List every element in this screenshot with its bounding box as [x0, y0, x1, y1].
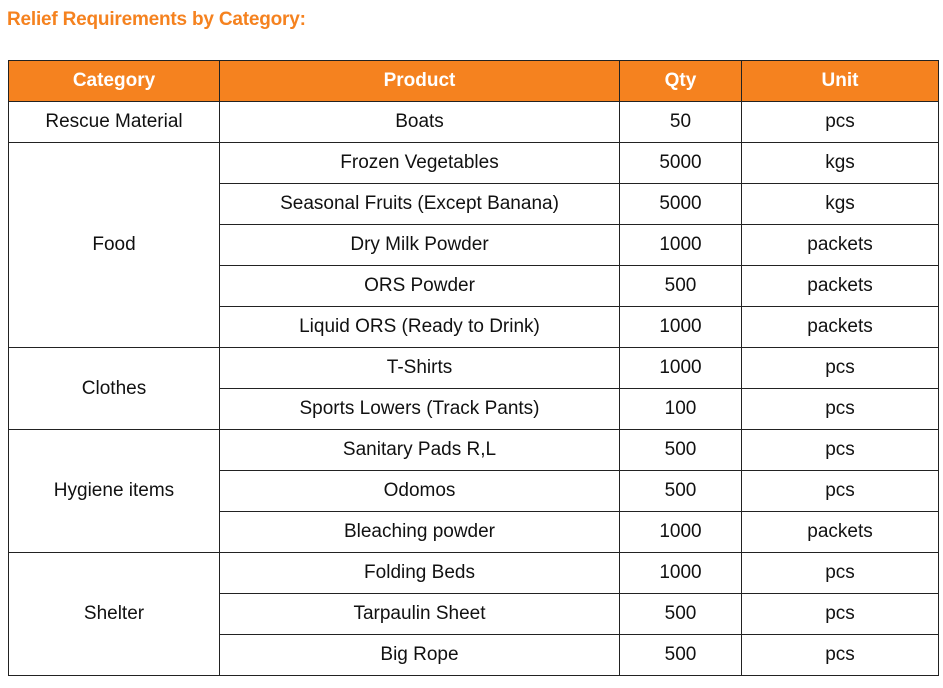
- unit-cell: pcs: [742, 430, 939, 471]
- product-cell: Dry Milk Powder: [220, 225, 620, 266]
- unit-cell: packets: [742, 307, 939, 348]
- qty-cell: 500: [620, 266, 742, 307]
- product-cell: Bleaching powder: [220, 512, 620, 553]
- qty-cell: 1000: [620, 225, 742, 266]
- qty-cell: 1000: [620, 348, 742, 389]
- category-cell: Shelter: [9, 553, 220, 676]
- header-qty: Qty: [620, 61, 742, 102]
- unit-cell: packets: [742, 225, 939, 266]
- unit-cell: packets: [742, 266, 939, 307]
- table-row: [9, 143, 939, 184]
- category-cell: Clothes: [9, 348, 220, 430]
- product-cell: Sanitary Pads R,L: [220, 430, 620, 471]
- qty-cell: 1000: [620, 307, 742, 348]
- category-cell: Rescue Material: [9, 102, 220, 143]
- qty-cell: 500: [620, 594, 742, 635]
- table-row: [9, 348, 939, 389]
- header-product: Product: [220, 61, 620, 102]
- unit-cell: pcs: [742, 389, 939, 430]
- product-cell: Liquid ORS (Ready to Drink): [220, 307, 620, 348]
- table-header-row: [9, 61, 939, 102]
- unit-cell: pcs: [742, 102, 939, 143]
- product-cell: T-Shirts: [220, 348, 620, 389]
- qty-cell: 100: [620, 389, 742, 430]
- unit-cell: pcs: [742, 348, 939, 389]
- product-cell: Odomos: [220, 471, 620, 512]
- qty-cell: 500: [620, 471, 742, 512]
- table-row: [9, 102, 939, 143]
- unit-cell: pcs: [742, 553, 939, 594]
- category-cell: Food: [9, 143, 220, 348]
- unit-cell: kgs: [742, 143, 939, 184]
- unit-cell: kgs: [742, 184, 939, 225]
- qty-cell: 1000: [620, 512, 742, 553]
- category-cell: Hygiene items: [9, 430, 220, 553]
- table-row: [9, 553, 939, 594]
- header-unit: Unit: [742, 61, 939, 102]
- unit-cell: pcs: [742, 594, 939, 635]
- qty-cell: 5000: [620, 184, 742, 225]
- relief-requirements-table: [8, 60, 939, 676]
- qty-cell: 1000: [620, 553, 742, 594]
- qty-cell: 500: [620, 430, 742, 471]
- unit-cell: pcs: [742, 635, 939, 676]
- product-cell: Folding Beds: [220, 553, 620, 594]
- qty-cell: 5000: [620, 143, 742, 184]
- product-cell: ORS Powder: [220, 266, 620, 307]
- unit-cell: pcs: [742, 471, 939, 512]
- product-cell: Frozen Vegetables: [220, 143, 620, 184]
- product-cell: Sports Lowers (Track Pants): [220, 389, 620, 430]
- product-cell: Seasonal Fruits (Except Banana): [220, 184, 620, 225]
- unit-cell: packets: [742, 512, 939, 553]
- table-row: [9, 430, 939, 471]
- header-category: Category: [9, 61, 220, 102]
- product-cell: Big Rope: [220, 635, 620, 676]
- product-cell: Boats: [220, 102, 620, 143]
- product-cell: Tarpaulin Sheet: [220, 594, 620, 635]
- qty-cell: 50: [620, 102, 742, 143]
- page-title: Relief Requirements by Category:: [7, 9, 306, 30]
- qty-cell: 500: [620, 635, 742, 676]
